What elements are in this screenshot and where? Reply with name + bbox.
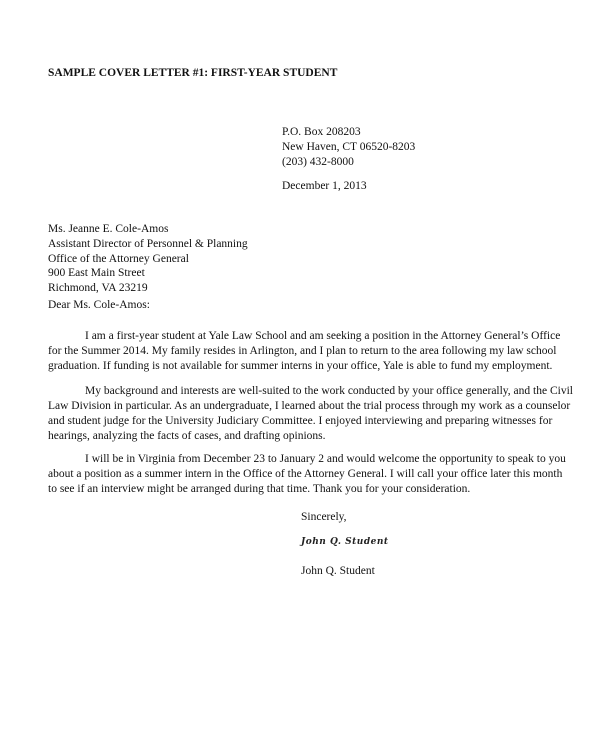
paragraph-line: Law Division in particular. As an undergraduate, I learned about the trial process through my work as a counselor (48, 399, 571, 412)
recipient-title: Assistant Director of Personnel & Planning (48, 237, 248, 250)
paragraph-line: graduation. If funding is not available for summer interns in your office, Yale is able to fund my employment. (48, 359, 553, 372)
paragraph-line: My background and interests are well-suited to the work conducted by your office generally, and the Civil (85, 385, 573, 397)
sender-phone: (203) 432-8000 (282, 155, 354, 168)
page-heading: SAMPLE COVER LETTER #1: FIRST-YEAR STUDENT (48, 67, 338, 79)
recipient-name: Ms. Jeanne E. Cole-Amos (48, 223, 169, 235)
paragraph-line: hearings, analyzing the facts of cases, and drafting opinions. (48, 429, 326, 442)
paragraph-line: I am a first-year student at Yale Law School and am seeking a position in the Attorney General’s Office (85, 330, 561, 342)
body-paragraph-1 (48, 329, 560, 374)
letter-date: December 1, 2013 (282, 180, 367, 192)
paragraph-line: for the Summer 2014. My family resides in Arlington, and I plan to return to the area following my law school (48, 344, 557, 357)
paragraph-line: to see if an interview might be arranged during that time. Thank you for your consideration. (48, 482, 471, 495)
sender-address (282, 125, 415, 169)
body-paragraph-3 (48, 452, 566, 497)
salutation: Dear Ms. Cole-Amos: (48, 299, 150, 311)
paragraph-line: I will be in Virginia from December 23 to January 2 and would welcome the opportunity to speak to you (85, 453, 566, 465)
paragraph-line: and student judge for the University Judiciary Committee. I enjoyed interviewing and preparing witnesses for (48, 414, 553, 427)
recipient-city: Richmond, VA 23219 (48, 282, 148, 295)
printed-name: John Q. Student (301, 565, 375, 577)
paragraph-line: about a position as a summer intern in the Office of the Attorney General. I will call your office later this month (48, 467, 563, 480)
recipient-office: Office of the Attorney General (48, 252, 189, 265)
body-paragraph-2 (48, 384, 573, 444)
sender-address-line: New Haven, CT 06520-8203 (282, 140, 416, 153)
recipient-street: 900 East Main Street (48, 267, 145, 280)
closing: Sincerely, (301, 511, 347, 523)
recipient-address (48, 222, 248, 296)
handwritten-signature: John Q. Student (301, 537, 389, 547)
sender-address-line: P.O. Box 208203 (282, 126, 361, 138)
